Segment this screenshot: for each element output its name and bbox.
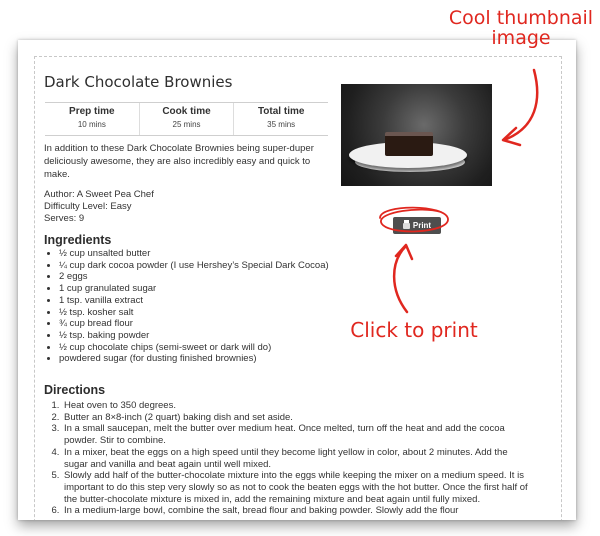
time-value: 35 mins — [267, 120, 296, 129]
recipe-meta — [44, 189, 154, 225]
recipe-intro: In addition to these Dark Chocolate Brownies being super-duper deliciously awesome, they are also incredibly easy and quick to make. — [44, 143, 314, 180]
recipe-difficulty: Difficulty Level: Easy — [44, 201, 132, 212]
recipe-thumbnail — [341, 84, 492, 186]
print-annotation: Click to print — [350, 318, 478, 342]
list-item: 2. Butter an 8×8-inch (2 quart) baking dish and set aside. — [62, 412, 532, 424]
directions-heading: Directions — [44, 383, 106, 397]
cook-time — [139, 103, 234, 135]
brownie-shape — [385, 132, 433, 156]
list-item: • powdered sugar (for dusting finished brownies) — [59, 353, 329, 365]
time-label: Prep time — [69, 106, 115, 117]
time-label: Cook time — [162, 106, 211, 117]
list-item: • ½ tsp. baking powder — [59, 330, 329, 342]
print-label: Print — [412, 221, 432, 230]
recipe-card — [34, 56, 562, 520]
time-value: 10 mins — [77, 120, 106, 129]
list-item: 1. Heat oven to 350 degrees. — [62, 400, 532, 412]
list-item: • ½ tsp. kosher salt — [59, 307, 329, 319]
printer-icon — [403, 223, 410, 229]
directions-list — [43, 400, 532, 517]
recipe-times — [45, 102, 328, 136]
list-item: • 1 cup granulated sugar — [59, 283, 329, 295]
list-item: 5. Slowly add half of the butter-chocolate mixture into the eggs while keeping the mixer on a medium speed. It is important to do this step very slowly so as not to cook the beaten eggs with the hot butter. Once the first half of the butter-chocolate mixture is mixed in, add the remaining mixture and beat again until fully mixed. — [62, 470, 532, 505]
list-item: • ¼ cup dark cocoa powder (I use Hershey’s Special Dark Cocoa) — [59, 260, 329, 272]
list-item: 6. In a medium-large bowl, combine the salt, bread flour and baking powder. Slowly add the flour — [62, 505, 532, 517]
list-item: • 2 eggs — [59, 271, 329, 283]
recipe-author: Author: A Sweet Pea Chef — [44, 189, 154, 200]
time-label: Total time — [257, 106, 305, 117]
ingredients-list — [43, 248, 329, 365]
list-item: • ¾ cup bread flour — [59, 318, 329, 330]
recipe-serves: Serves: 9 — [44, 213, 85, 224]
list-item: • ½ cup unsalted butter — [59, 248, 329, 260]
list-item: • 1 tsp. vanilla extract — [59, 295, 329, 307]
recipe-title: Dark Chocolate Brownies — [44, 73, 233, 91]
recipe-page — [18, 40, 576, 520]
print-button[interactable] — [393, 217, 441, 234]
prep-time — [45, 103, 139, 135]
ingredients-heading: Ingredients — [44, 233, 112, 247]
list-item: 3. In a small saucepan, melt the butter over medium heat. Once melted, turn off the heat and add the cocoa powder. Stir to combine. — [62, 423, 532, 446]
list-item: 4. In a mixer, beat the eggs on a high speed until they become light yellow in color, about 2 minutes. Add the sugar and vanilla and beat again until well mixed. — [62, 447, 532, 470]
total-time — [233, 103, 328, 135]
thumbnail-annotation: Cool thumbnail image — [448, 7, 594, 49]
list-item: • ½ cup chocolate chips (semi-sweet or dark will do) — [59, 342, 329, 354]
time-value: 25 mins — [172, 120, 201, 129]
